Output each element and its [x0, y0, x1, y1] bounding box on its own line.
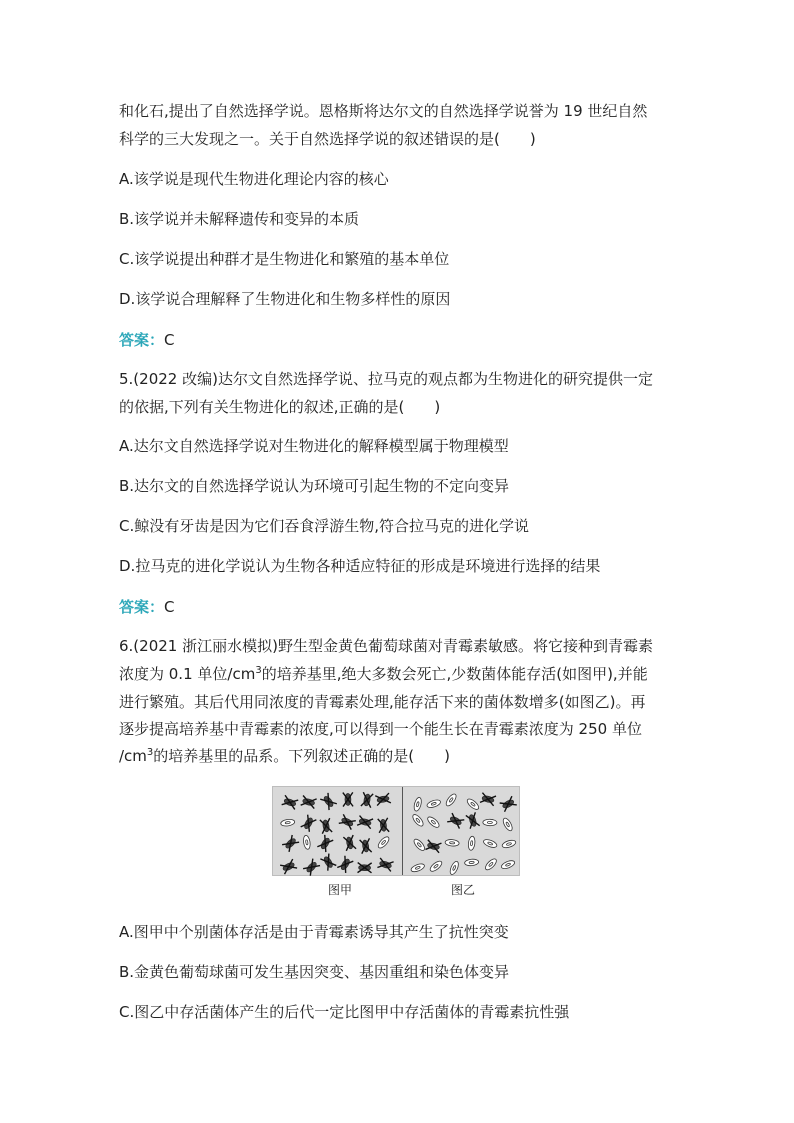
- q6-stem-line-1: 6.(2021 浙江丽水模拟)野生型金黄色葡萄球菌对青霉素敏感。将它接种到青霉素: [119, 637, 653, 655]
- q6-stem-line-4: 逐步提高培养基中青霉素的浓度,可以得到一个能生长在青霉素浓度为 250 单位: [119, 720, 642, 738]
- dead-bacterium: [357, 816, 373, 829]
- q4-answer-label: 答案：: [119, 331, 165, 349]
- q6-option-a: A.图甲中个别菌体存活是由于青霉素诱导其产生了抗性突变: [119, 923, 509, 941]
- live-bacterium: [500, 859, 515, 870]
- q6-stem-line-3: 进行繁殖。其后代用同浓度的青霉素处理,能存活下来的菌体数增多(如图乙)。再: [119, 693, 646, 711]
- live-bacterium: [464, 859, 479, 867]
- dead-bacterium: [447, 813, 464, 829]
- q6-line5-sup: 3: [146, 747, 154, 758]
- dead-bacterium: [320, 818, 332, 834]
- live-bacterium: [468, 836, 476, 851]
- q6-stem-line-5: [119, 746, 450, 766]
- bacteria-illustration: [273, 787, 521, 877]
- q6-line2-post: 的培养基里,绝大多数会死亡,少数菌体能存活(如图甲),并能: [261, 665, 648, 683]
- dead-bacterium: [301, 815, 317, 832]
- q6-line2-pre: 浓度为 0.1 单位/cm: [119, 665, 256, 683]
- dead-bacterium: [301, 795, 317, 808]
- q4-option-c: C.该学说提出种群才是生物进化和繁殖的基本单位: [119, 250, 450, 268]
- live-bacterium: [376, 835, 390, 850]
- dead-bacterium: [339, 814, 356, 829]
- q5-option-b: B.达尔文的自然选择学说认为环境可引起生物的不定向变异: [119, 477, 510, 495]
- dead-bacterium: [343, 835, 356, 851]
- live-bacterium: [411, 813, 425, 828]
- q5-stem-line-2: 的依据,下列有关生物进化的叙述,正确的是( ): [119, 398, 441, 416]
- dead-bacterium: [303, 859, 320, 876]
- dead-bacterium: [317, 835, 333, 852]
- dead-bacterium: [480, 793, 496, 806]
- dead-bacterium: [378, 818, 389, 833]
- live-bacterium: [280, 819, 295, 827]
- q6-option-b: B.金黄色葡萄球菌可发生基因突变、基因重组和染色体变异: [119, 963, 510, 981]
- dead-bacterium: [360, 838, 372, 853]
- live-bacterium: [483, 819, 497, 826]
- live-bacterium: [448, 860, 460, 875]
- q4-answer: [119, 330, 175, 350]
- live-bacterium: [482, 838, 497, 849]
- dead-bacterium: [358, 863, 372, 873]
- q4-option-b: B.该学说并未解释遗传和变异的本质: [119, 210, 360, 228]
- q5-answer-value: C: [164, 598, 175, 616]
- q5-stem-line-1: 5.(2022 改编)达尔文自然选择学说、拉马克的观点都为生物进化的研究提供一定: [119, 370, 653, 388]
- live-bacterium: [426, 798, 441, 809]
- live-bacterium: [303, 835, 312, 850]
- q5-answer-label: 答案：: [119, 598, 165, 616]
- live-bacterium: [445, 839, 460, 847]
- dead-bacterium: [377, 858, 393, 871]
- dead-bacterium: [282, 795, 299, 809]
- q4-answer-value: C: [164, 331, 175, 349]
- q4-option-a: A.该学说是现代生物进化理论内容的核心: [119, 170, 389, 188]
- dead-bacterium: [466, 812, 480, 828]
- dead-bacterium: [320, 793, 337, 810]
- q6-line5-pre: /cm: [119, 747, 147, 765]
- q5-option-d: D.拉马克的进化学说认为生物各种适应特征的形成是环境进行选择的结果: [119, 557, 601, 575]
- dead-bacterium: [337, 856, 353, 873]
- live-bacterium: [501, 817, 514, 832]
- dead-bacterium: [282, 835, 299, 852]
- q4-option-d: D.该学说合理解释了生物进化和生物多样性的原因: [119, 290, 451, 308]
- dead-bacterium: [500, 796, 517, 812]
- q6-line2-sup: 3: [255, 665, 262, 676]
- q6-stem-line-2: [119, 664, 648, 684]
- live-bacterium: [426, 815, 441, 829]
- q6-line5-post: 的培养基里的品系。下列叙述正确的是( ): [153, 747, 451, 765]
- dead-bacterium: [343, 792, 353, 806]
- figure-label-yi: 图乙: [451, 883, 476, 897]
- live-bacterium: [413, 797, 423, 812]
- live-bacterium: [501, 839, 516, 849]
- live-bacterium: [412, 837, 426, 852]
- q5-answer: [119, 597, 175, 617]
- live-bacterium: [444, 792, 458, 807]
- q6-option-c: C.图乙中存活菌体产生的后代一定比图甲中存活菌体的青霉素抗性强: [119, 1003, 570, 1021]
- live-bacterium: [429, 859, 444, 873]
- dead-bacterium: [425, 840, 441, 853]
- dead-bacterium: [375, 793, 391, 805]
- live-bacterium: [484, 857, 498, 871]
- dead-bacterium: [361, 792, 373, 808]
- dead-bacterium: [320, 854, 336, 871]
- live-bacterium: [466, 797, 481, 811]
- live-bacterium: [410, 862, 425, 873]
- q5-option-a: A.达尔文自然选择学说对生物进化的解释模型属于物理模型: [119, 437, 509, 455]
- figure-divider: [402, 787, 403, 875]
- q4-stem-line-1: 和化石,提出了自然选择学说。恩格斯将达尔文的自然选择学说誉为 19 世纪自然: [119, 102, 648, 120]
- figure-label-jia: 图甲: [328, 883, 353, 897]
- bacteria-culture-figure: [272, 786, 520, 876]
- q4-stem-line-2: 科学的三大发现之一。关于自然选择学说的叙述错误的是( ): [119, 130, 536, 148]
- dead-bacterium: [280, 859, 297, 874]
- q5-option-c: C.鲸没有牙齿是因为它们吞食浮游生物,符合拉马克的进化学说: [119, 517, 530, 535]
